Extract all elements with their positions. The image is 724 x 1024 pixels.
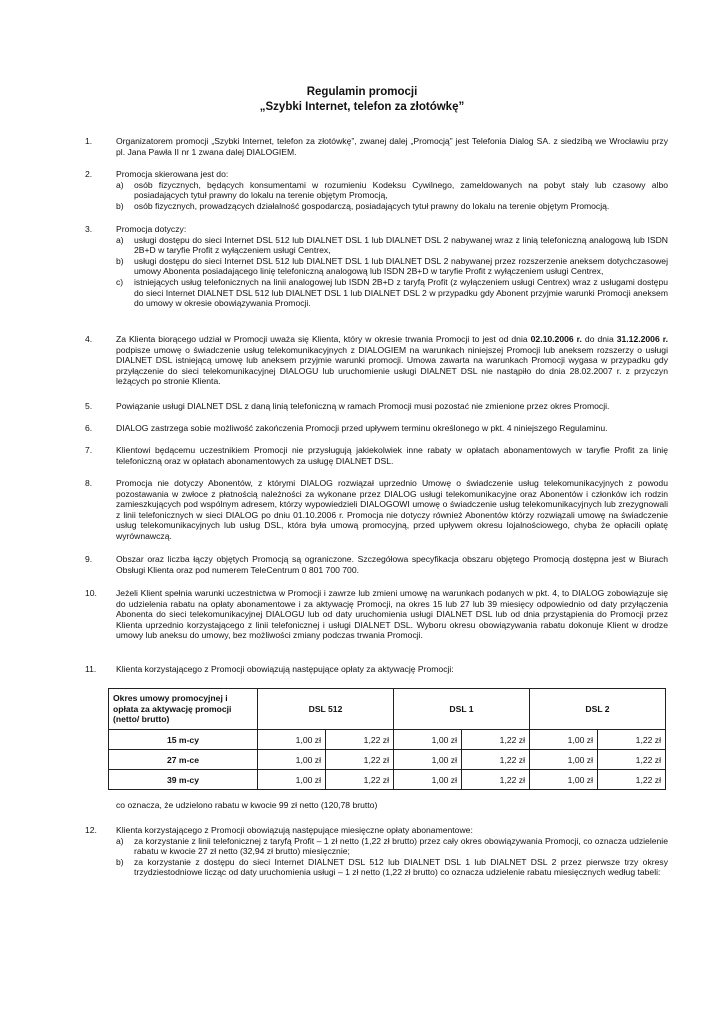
subitem-text: za korzystanie z linii telefonicznej z taryfą Profit – 1 zł netto (1,22 zł brutto) przez cały okres obowiązywania Promocji, co oznacza udzielenie rabatu w kwocie 27 zł netto (32,94 zł brutto) miesięcznie; — [134, 835, 668, 857]
table-cell: 1,22 zł — [598, 770, 666, 790]
table-cell: 1,00 zł — [530, 730, 598, 750]
section-number: 1. — [85, 136, 93, 146]
table-cell: 1,00 zł — [258, 750, 326, 770]
section-6 — [85, 423, 668, 434]
subitem-a — [116, 836, 668, 857]
section-text: Obszar oraz liczba łączy objętych Promocją są ograniczone. Szczegółowa specyfikacja obszaru objętego Promocją dostępna jest w Biurach Obsługi Klienta oraz pod numerem TeleCentrum 0 801 700 700. — [116, 554, 668, 575]
table-cell: 1,22 zł — [598, 750, 666, 770]
subitem-text: osób fizycznych, będących konsumentami w rozumieniu Kodeksu Cywilnego, zameldowanych na pobyt stały lub czasowy albo posiadających tytuł prawny do lokalu na terenie objętym Promocją, — [134, 179, 668, 201]
subitem-letter: a) — [116, 835, 124, 846]
table-cell: 1,00 zł — [530, 770, 598, 790]
table-row-label: 15 m-cy — [109, 730, 258, 750]
subitem-text: za korzystanie z dostępu do sieci Internet DIALNET DSL 512 lub DIALNET DSL 1 lub DIALNET DSL 2 przez pierwsze trzy okresy trzydziestodniowe licząc od daty uruchomienia usługi – 1 zł netto (1,22 zł brutto) co oznacza udzielenie rabatu miesięcznych według tabeli: — [134, 856, 668, 878]
table-header-cell: Okres umowy promocyjnej i opłata za aktywację promocji (netto/ brutto) — [109, 689, 258, 730]
section-number: 5. — [85, 401, 93, 411]
subitem-b — [116, 857, 668, 878]
table-row — [109, 770, 666, 790]
section-number: 7. — [85, 445, 93, 455]
subitem-letter: b) — [116, 856, 124, 867]
table-cell: 1,00 zł — [258, 730, 326, 750]
table-cell: 1,22 zł — [326, 770, 394, 790]
section-number: 8. — [85, 478, 93, 488]
table-cell: 1,22 zł — [326, 730, 394, 750]
subitem-a — [116, 180, 668, 201]
subitem-a — [116, 235, 668, 256]
section-text: Organizatorem promocji „Szybki Internet, telefon za złotówkę”, zwanej dalej „Promocją” jest Telefonia Dialog SA. z siedzibą we Wrocławiu przy pl. Jana Pawła II nr 1 zwana dalej DIALOGIEM. — [116, 136, 668, 157]
section-3 — [85, 224, 668, 309]
subitem-b — [116, 256, 668, 277]
table-header-row — [109, 689, 666, 730]
section-text: Powiązanie usługi DIALNET DSL z daną linią telefoniczną w ramach Promocji musi pozostać nie zmienione przez okres Promocji. — [116, 401, 610, 411]
section-9 — [85, 554, 668, 575]
table-row — [109, 750, 666, 770]
section-text: DIALOG zastrzega sobie możliwość zakończenia Promocji przed upływem terminu określonego w pkt. 4 niniejszego Regulaminu. — [116, 423, 608, 433]
table-note: co oznacza, że udzielono rabatu w kwocie 99 zł netto (120,78 brutto) — [116, 800, 378, 810]
section-1 — [85, 136, 668, 157]
section-5 — [85, 401, 668, 412]
subitem-b — [116, 201, 668, 212]
document-subtitle: „Szybki Internet, telefon za złotówkę” — [259, 101, 465, 113]
table-cell: 1,22 zł — [326, 750, 394, 770]
table-cell: 1,00 zł — [394, 750, 462, 770]
section-7 — [85, 445, 668, 466]
section-text: Za Klienta biorącego udział w Promocji uważa się Klienta, który w okresie trwania Promocji to jest od dnia 02.10.2006 r. do dnia 31.12.2006 r. podpisze umowę o świadczenie usług telekomunikacyjnych z DIALOGIEM na warunkach niniejszej Promocji lub aneksem rozszerzy o usługi DIALNET DSL istniejącą umowę lub aneksem przyjmie warunki promocji. Umowa zawarta na warunkach Promocji wygasa w przypadku gdy przyłączenie do sieci telekomunikacyjnej DIALOGU lub uruchomienie usługi DIALNET DSL nie nastąpiło do dnia 28.02.2007 r. z przyczyn leżących po stronie Klienta. — [116, 334, 669, 387]
section-text: Promocja dotyczy: — [116, 224, 187, 234]
section-number: 12. — [85, 825, 97, 835]
section-number: 4. — [85, 334, 93, 344]
section-text: Jeżeli Klient spełnia warunki uczestnictwa w Promocji i zawrze lub zmieni umowę na warunkach podanych w pkt. 4, to DIALOG zobowiązuje się do udzielenia rabatu na opłaty abonamentowe i za aktywację Promocji, na okres 15 lub 27 lub 39 miesięcy odpowiednio od daty przyłączenia Abonenta do sieci telekomunikacyjnej DIALOGU lub od daty uruchomienia usługi DIALNET DSL lub od dnia przystąpienia do Promocji przez Klienta uprzednio korzystającego z linii telefonicznej i usługi DIALNET DSL. Wyboru okresu obowiązywania rabatu dokonuje Klient w drodze umowy lub aneksu do umowy, bez możliwości zmiany podczas trwania Promocji. — [116, 588, 668, 641]
table-cell: 1,22 zł — [598, 730, 666, 750]
table-cell: 1,00 zł — [530, 750, 598, 770]
table-row — [109, 730, 666, 750]
table-cell: 1,22 zł — [462, 730, 530, 750]
section-text: Promocja skierowana jest do: — [116, 169, 229, 179]
subitem-letter: b) — [116, 200, 124, 211]
subitem-letter: b) — [116, 255, 124, 266]
subitem-c — [116, 277, 668, 309]
document-title: Regulamin promocji — [306, 86, 418, 98]
section-number: 11. — [85, 664, 97, 674]
section-text: Klienta korzystającego z Promocji obowiązują następujące opłaty za aktywację Promocji: — [116, 664, 454, 674]
section-number: 9. — [85, 554, 93, 564]
end-date: 31.12.2006 r. — [616, 334, 669, 344]
section-text: Klientowi będącemu uczestnikiem Promocji nie przysługują jakiekolwiek inne rabaty w opłatach abonamentowych w taryfie Profit za linię telefoniczną oraz w opłatach abonamentowych za usługę DIALNET DSL. — [116, 445, 668, 466]
table-header-cell: DSL 512 — [258, 689, 394, 730]
subitem-letter: c) — [116, 276, 124, 287]
subitem-text: usługi dostępu do sieci Internet DSL 512 lub DIALNET DSL 1 lub DIALNET DSL 2 nabywanej przez rozszerzenie aneksem dotychczasowej umowy Abonenta posiadającego linię telefoniczną analogową lub ISDN 2B+D w taryfie Profit z wyłączeniem usługi Centrex, — [134, 255, 668, 277]
activation-fee-table — [108, 688, 666, 790]
table-row-label: 27 m-ce — [109, 750, 258, 770]
section-number: 2. — [85, 169, 93, 179]
table-header-cell: DSL 1 — [394, 689, 530, 730]
table-cell: 1,00 zł — [258, 770, 326, 790]
section-2 — [85, 169, 668, 211]
subitem-text: istniejących usług telefonicznych na linii analogowej lub ISDN 2B+D z taryfą Profit (z wyłączeniem usługi Centrex) wraz z usługami dostępu do sieci Internet DIALNET DSL 512 lub DIALNET DSL 1 lub DIALNET DSL 2 w przypadku gdy Abonent przyjmie warunki Promocji aneksem do umowy w okresie obowiązywania Promocji. — [134, 276, 668, 309]
table-cell: 1,22 zł — [462, 750, 530, 770]
section-12 — [85, 825, 668, 878]
subitem-text: usługi dostępu do sieci Internet DSL 512 lub DIALNET DSL 1 lub DIALNET DSL 2 nabywanej wraz z linią telefoniczną analogową lub ISDN 2B+D w taryfie Profit z wyłączeniem usługi Centrex, — [134, 234, 668, 256]
section-4 — [85, 334, 669, 387]
table-row-label: 39 m-cy — [109, 770, 258, 790]
subitem-text: osób fizycznych, prowadzących działalność gospodarczą, posiadających tytuł prawny do lokalu na terenie objętym Promocją. — [134, 200, 610, 211]
section-10 — [85, 588, 668, 641]
subitem-letter: a) — [116, 179, 124, 190]
table-cell: 1,22 zł — [462, 770, 530, 790]
table-header-cell: DSL 2 — [530, 689, 666, 730]
start-date: 02.10.2006 r. — [530, 334, 582, 344]
section-number: 6. — [85, 423, 93, 433]
section-11 — [85, 664, 668, 675]
section-text: Klienta korzystającego z Promocji obowiązują następujące miesięczne opłaty abonamentowe: — [116, 825, 473, 835]
section-number: 10. — [85, 588, 97, 598]
section-text: Promocja nie dotyczy Abonentów, z którymi DIALOG rozwiązał uprzednio Umowę o świadczenie usług telekomunikacyjnych z powodu pozostawania w zwłoce z płatnością należności za wykonane przez DIALOG usługi telekomunikacyjne oraz Abonentów i członków ich rodzin zamieszkujących pod wspólnym adresem, którzy wypowiedzieli DIALOGOWI umowę o świadczenie usług telekomunikacyjnych lub zrezygnowali z linii telefonicznych w sieci DIALOG po dniu 01.10.2006 r. Promocja nie dotyczy również Abonentów którzy rozwiązali umowę na świadczenie usług telekomunikacyjnych lub usług DSL, która była umową promocyjną, przed upływem okresu lojalnościowego, chyba że opłacili opłatę wyrównawczą. — [116, 478, 668, 541]
table-cell: 1,00 zł — [394, 730, 462, 750]
subitem-letter: a) — [116, 234, 124, 245]
section-number: 3. — [85, 224, 93, 234]
section-8 — [85, 478, 668, 542]
table-cell: 1,00 zł — [394, 770, 462, 790]
